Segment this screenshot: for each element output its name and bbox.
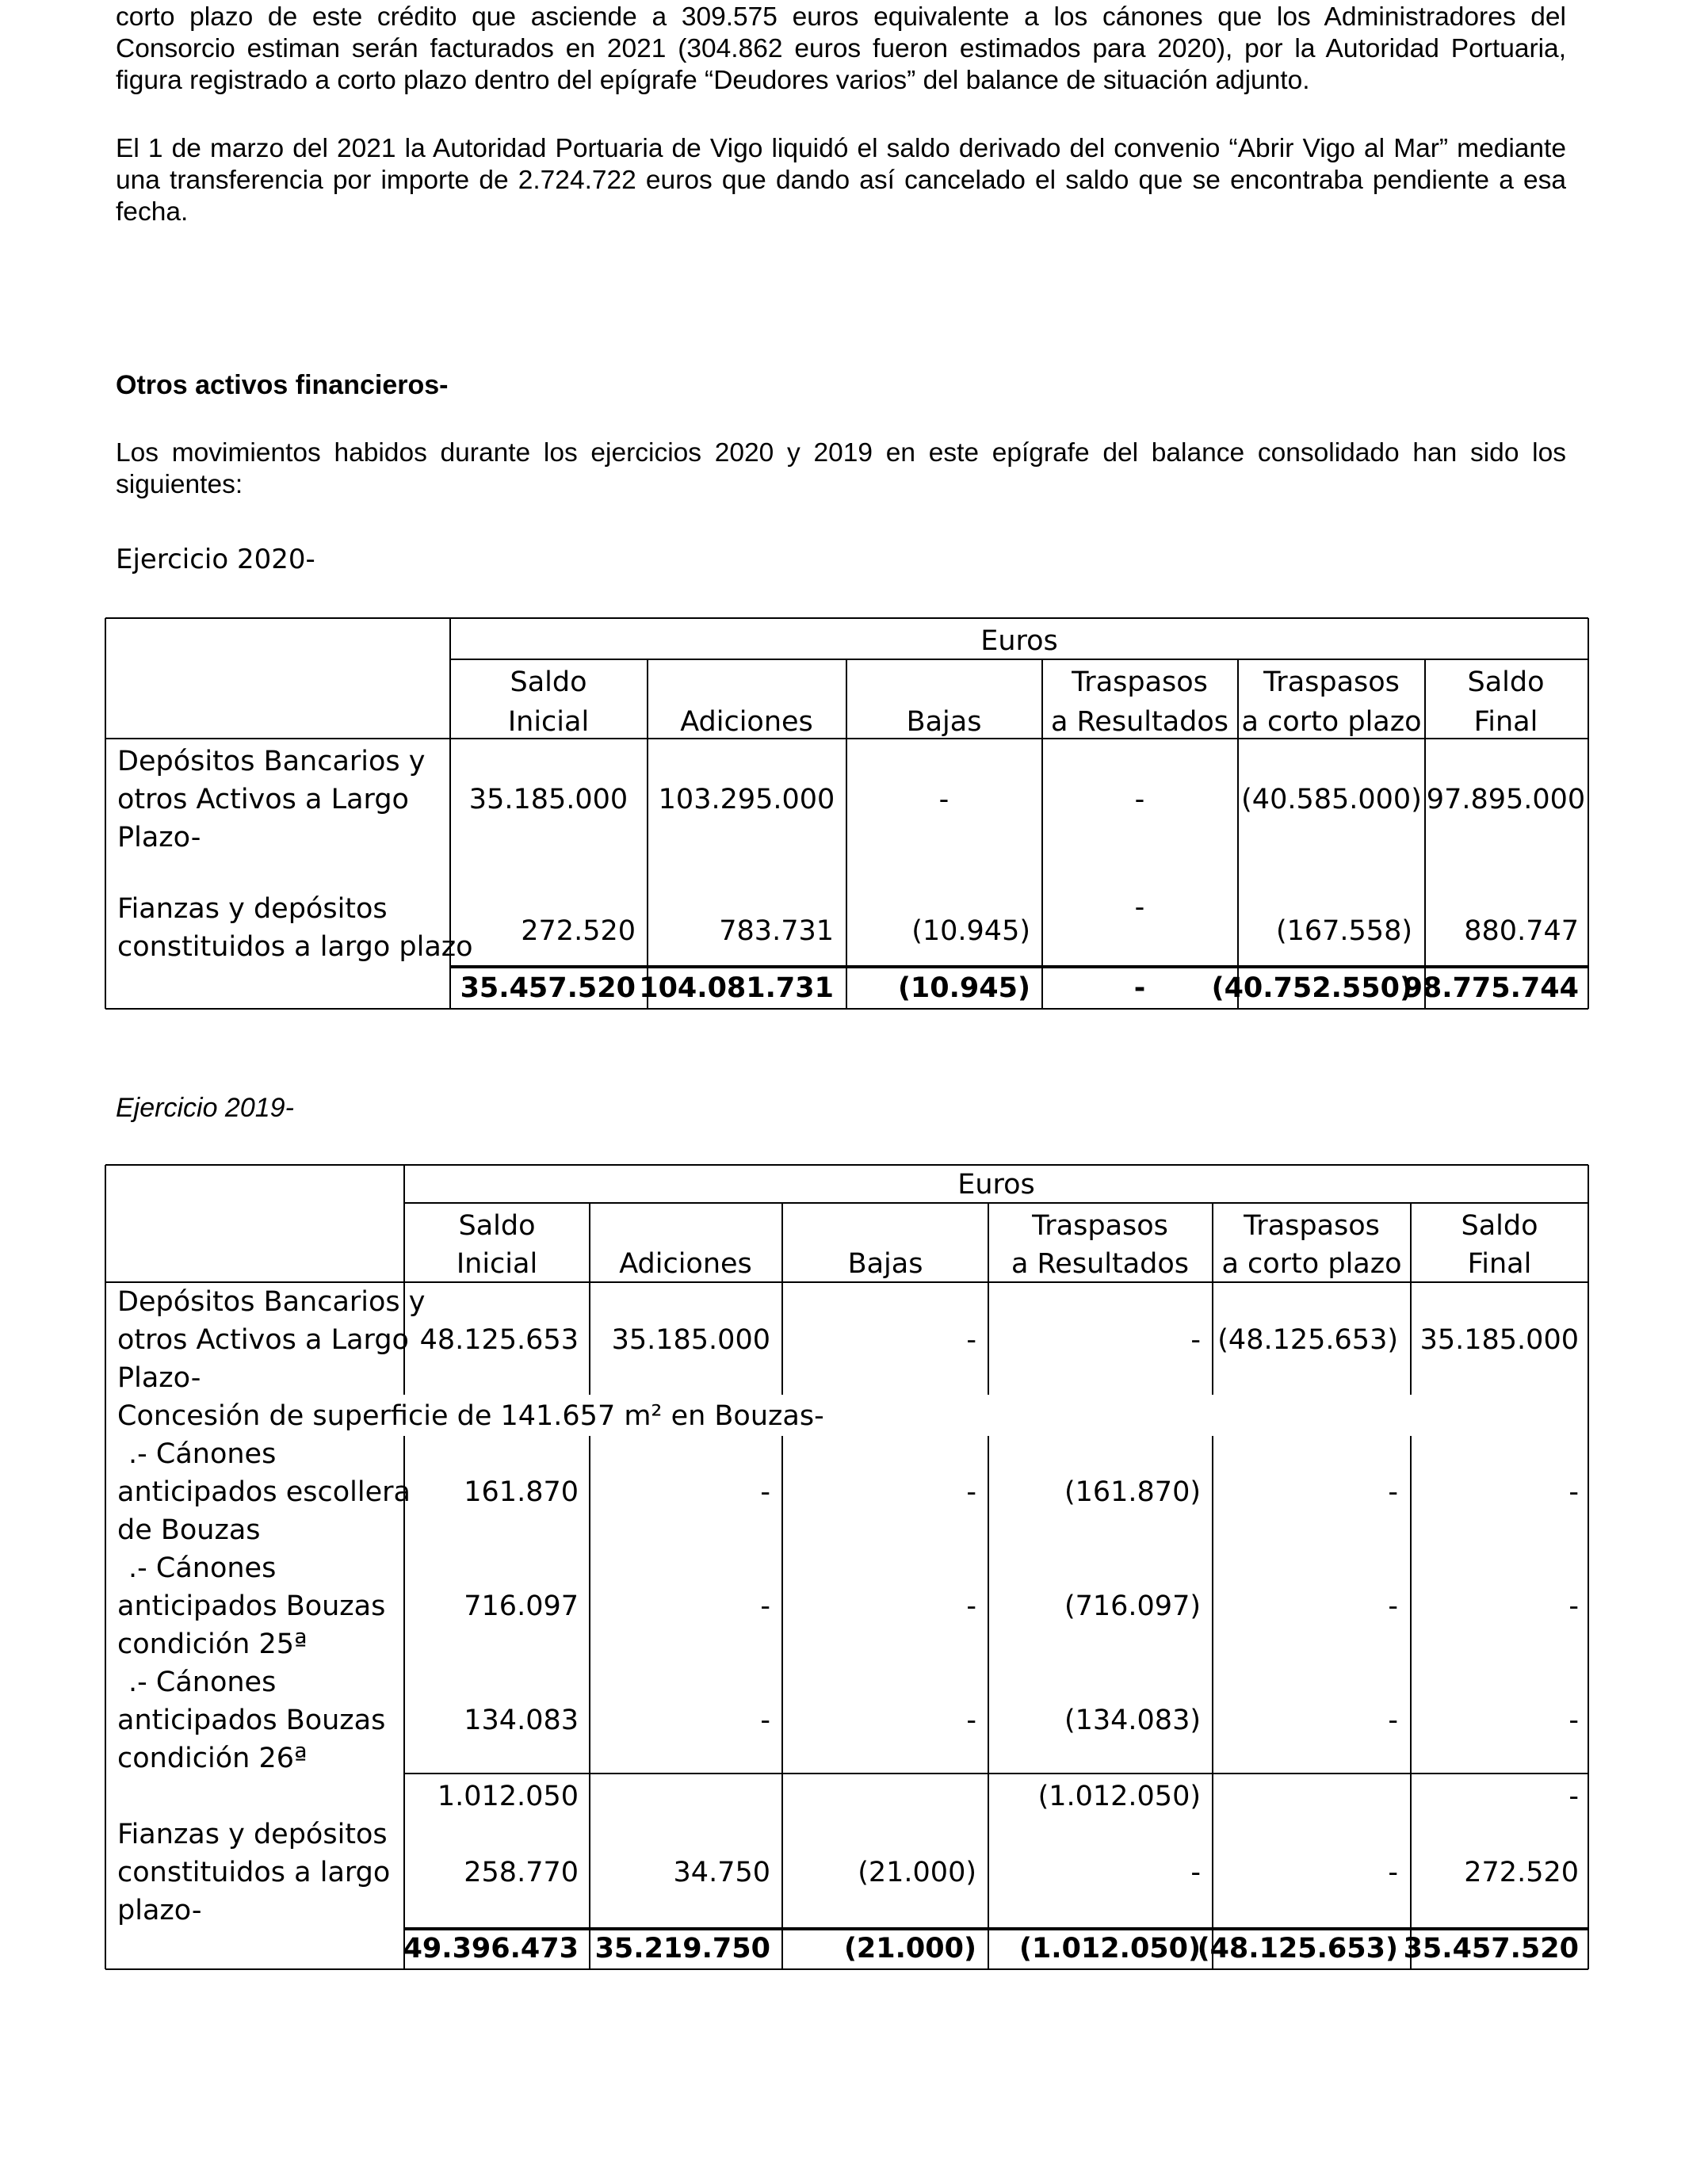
cell: 48.125.653 bbox=[419, 1324, 579, 1356]
col-header-line1: Traspasos bbox=[1032, 1210, 1168, 1242]
subtotal-cell: 1.012.050 bbox=[437, 1781, 579, 1812]
cell: - bbox=[1568, 1590, 1579, 1622]
row-label-line: .- Cánones bbox=[128, 1667, 277, 1698]
cell: - bbox=[966, 1590, 976, 1622]
total-cell: (21.000) bbox=[843, 1933, 976, 1964]
col-header-line2: Final bbox=[1467, 1248, 1532, 1280]
col-header-line2: Inicial bbox=[456, 1248, 538, 1280]
cell: (134.083) bbox=[1064, 1705, 1201, 1736]
section-heading: Otros activos financieros- bbox=[116, 370, 449, 400]
row-label-line: Fianzas y depósitos bbox=[117, 1819, 388, 1850]
cell: 35.185.000 bbox=[468, 784, 629, 815]
paragraph-credit: corto plazo de este crédito que asciende a 309.575 euros equivalente a los cánones que los Administradores del Consorcio estiman serán facturados en 2021 (304.862 euros fueron estimados para 2020), por la Autoridad Portuaria, figura registrado a corto plazo dentro del epígrafe “Deudores varios” del balance de situación adjunto. bbox=[116, 2, 1566, 95]
cell: - bbox=[1190, 1324, 1201, 1356]
cell: - bbox=[1134, 892, 1145, 923]
total-cell: 35.219.750 bbox=[594, 1933, 770, 1964]
cell: - bbox=[760, 1705, 770, 1736]
cell: 34.750 bbox=[673, 1857, 770, 1888]
euros-header: Euros bbox=[980, 625, 1058, 657]
subtotal-cell: - bbox=[1568, 1781, 1579, 1812]
cell: 161.870 bbox=[464, 1476, 579, 1508]
total-cell: 98.775.744 bbox=[1403, 972, 1579, 1004]
row-label-line: otros Activos a Largo bbox=[117, 784, 409, 815]
col-header-line1: Saldo bbox=[510, 666, 587, 698]
cell: - bbox=[1190, 1857, 1201, 1888]
row-label-line: anticipados Bouzas bbox=[117, 1590, 386, 1622]
row-label-line: condición 26ª bbox=[117, 1743, 308, 1774]
cell: - bbox=[760, 1590, 770, 1622]
col-header-line2: a Resultados bbox=[1050, 706, 1229, 738]
table-2019 bbox=[105, 1165, 1588, 1969]
col-header-line2: a Resultados bbox=[1011, 1248, 1190, 1280]
cell: 272.520 bbox=[1464, 1857, 1579, 1888]
cell: (10.945) bbox=[911, 915, 1030, 947]
total-cell: (10.945) bbox=[897, 972, 1030, 1004]
cell: - bbox=[966, 1476, 976, 1508]
cell: (40.585.000) bbox=[1241, 784, 1422, 815]
total-cell: 35.457.520 bbox=[1403, 1933, 1579, 1964]
cell: 258.770 bbox=[464, 1857, 579, 1888]
total-cell: 104.081.731 bbox=[639, 972, 834, 1004]
row-label-line: anticipados Bouzas bbox=[117, 1705, 386, 1736]
row-label-line: de Bouzas bbox=[117, 1514, 261, 1546]
row-label-line: condición 25ª bbox=[117, 1628, 308, 1660]
row-label-line: Fianzas y depósitos bbox=[117, 893, 388, 925]
caption-2019: Ejercicio 2019- bbox=[116, 1093, 294, 1123]
row-label-line: .- Cánones bbox=[128, 1438, 277, 1470]
row-label-line: constituidos a largo plazo bbox=[117, 931, 473, 963]
cell: 783.731 bbox=[719, 915, 834, 947]
col-header-line1: Traspasos bbox=[1263, 666, 1400, 698]
row-label-line: plazo- bbox=[117, 1895, 202, 1926]
cell: 134.083 bbox=[464, 1705, 579, 1736]
col-header-line2: Bajas bbox=[906, 706, 982, 738]
paragraph-abrir-vigo: El 1 de marzo del 2021 la Autoridad Portuaria de Vigo liquidó el saldo derivado del convenio “Abrir Vigo al Mar” mediante una transferencia por importe de 2.724.722 euros que dando así cancelado el saldo que se encontraba pendiente a esa fecha. bbox=[116, 134, 1566, 227]
col-header-line2: Final bbox=[1473, 706, 1538, 738]
cell: 97.895.000 bbox=[1426, 784, 1586, 815]
cell: 880.747 bbox=[1464, 915, 1579, 947]
table-2020 bbox=[105, 618, 1588, 1009]
col-header-line1: Saldo bbox=[458, 1210, 536, 1242]
cell: (161.870) bbox=[1064, 1476, 1201, 1508]
row-label-line: Plazo- bbox=[117, 822, 201, 853]
total-cell: - bbox=[1133, 972, 1146, 1004]
row-label-line: Plazo- bbox=[117, 1362, 201, 1394]
total-cell: (1.012.050) bbox=[1018, 1933, 1201, 1964]
cell: - bbox=[1568, 1705, 1579, 1736]
row-label-line: otros Activos a Largo bbox=[117, 1324, 409, 1356]
caption-2020: Ejercicio 2020- bbox=[116, 544, 315, 575]
col-header-line1: Saldo bbox=[1461, 1210, 1538, 1242]
cell: - bbox=[966, 1324, 976, 1356]
row-label-line: Depósitos Bancarios y bbox=[117, 1286, 426, 1318]
cell: - bbox=[966, 1705, 976, 1736]
cell: 35.185.000 bbox=[611, 1324, 770, 1356]
cell: 716.097 bbox=[464, 1590, 579, 1622]
cell: - bbox=[1388, 1857, 1398, 1888]
row-label-line: anticipados escollera bbox=[117, 1476, 411, 1508]
col-header-line1: Saldo bbox=[1467, 666, 1545, 698]
col-header-line2: Adiciones bbox=[680, 706, 813, 738]
row-label-line: .- Cánones bbox=[128, 1552, 277, 1584]
row-label-line: Depósitos Bancarios y bbox=[117, 746, 426, 777]
cell: 103.295.000 bbox=[658, 784, 835, 815]
paragraph-movements: Los movimientos habidos durante los ejercicios 2020 y 2019 en este epígrafe del balance consolidado han sido los siguientes: bbox=[116, 438, 1566, 499]
cell: - bbox=[938, 784, 949, 815]
total-cell: 35.457.520 bbox=[460, 972, 636, 1004]
col-header-line2: a corto plazo bbox=[1241, 706, 1422, 738]
euros-header: Euros bbox=[957, 1169, 1035, 1201]
total-cell: (48.125.653) bbox=[1197, 1933, 1398, 1964]
col-header-line2: Adiciones bbox=[619, 1248, 752, 1280]
col-header-line2: Inicial bbox=[507, 706, 590, 738]
col-header-line1: Traspasos bbox=[1244, 1210, 1380, 1242]
cell: - bbox=[760, 1476, 770, 1508]
cell: 272.520 bbox=[521, 915, 636, 947]
cell: - bbox=[1388, 1476, 1398, 1508]
cell: (21.000) bbox=[858, 1857, 976, 1888]
cell: (167.558) bbox=[1275, 915, 1412, 947]
cell: - bbox=[1134, 784, 1145, 815]
cell: (48.125.653) bbox=[1217, 1324, 1398, 1356]
col-header-line1: Traspasos bbox=[1072, 666, 1208, 698]
cell: 35.185.000 bbox=[1419, 1324, 1579, 1356]
total-cell: 49.396.473 bbox=[403, 1933, 579, 1964]
cell: - bbox=[1388, 1705, 1398, 1736]
row-label-line: constituidos a largo bbox=[117, 1857, 391, 1888]
cell: - bbox=[1388, 1590, 1398, 1622]
subtotal-cell: (1.012.050) bbox=[1037, 1781, 1201, 1812]
col-header-line2: a corto plazo bbox=[1221, 1248, 1402, 1280]
concession-label: Concesión de superficie de 141.657 m² en Bouzas- bbox=[117, 1400, 824, 1432]
col-header-line2: Bajas bbox=[847, 1248, 923, 1280]
cell: - bbox=[1568, 1476, 1579, 1508]
cell: (716.097) bbox=[1064, 1590, 1201, 1622]
total-cell: (40.752.550) bbox=[1211, 972, 1412, 1004]
